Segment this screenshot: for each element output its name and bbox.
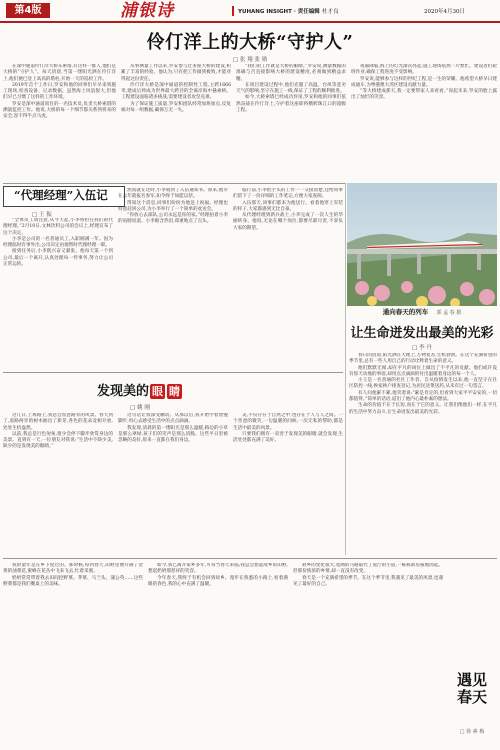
paragraph: 罗安是深中通道项目的一名技术员,负责大桥索塔的测量监控工作。他说,大桥的每一个细节都关系到将来的安全,容不得半点马虎。 bbox=[3, 101, 116, 120]
paragraph: “全体员工请注意,从今天起,小李将担任我们的代理经理。”2月10日,文林饮料公司的会议上,经理宣布了这个决定。 bbox=[3, 218, 113, 236]
article2-column-1 bbox=[3, 218, 113, 368]
article5-column-3 bbox=[293, 563, 443, 745]
paragraph: 然而就在这时,小李收到了入伍通知书。原来,他早在去年就报名参军,如今终于如愿以偿。 bbox=[118, 188, 228, 200]
paragraph: 美,不仅存在于自然之中,也存在于人与人之间。一个善意的微笑,一句温暖的问候,一次无私的帮助,都是生活中最美的风景。 bbox=[233, 413, 343, 431]
paragraph: 从代理经理到新兵战士,小李完成了一次人生的华丽转身。他说,无论在哪个岗位,都要尽职尽责,不辜负大家的期望。 bbox=[233, 213, 343, 231]
article1-title: 伶仃洋上的大桥“守护人” bbox=[146, 32, 354, 53]
paragraph: 为了保证施工质量,罗安和团队经常加班加点,反复核对每一组数据,确保万无一失。 bbox=[121, 101, 231, 114]
photo-credit: 郭 孟 春 摄 bbox=[436, 310, 462, 316]
article1-column-4 bbox=[351, 64, 497, 182]
paragraph: 这几日,上班路上,我总会留意路旁的风景。春天到了,道路两旁的树木抽出了新芽,各色的花朵竞相开放,处处生机盎然。 bbox=[3, 413, 113, 431]
paragraph: 我发现,清晨的第一缕阳光是那么温暖,路边的小草是那么翠绿,孩子们的笑声是那么清脆。这些平日里被忽略的美好,原来一直都在我们身边。 bbox=[118, 425, 228, 444]
article1-column-2 bbox=[121, 64, 231, 182]
section-divider bbox=[3, 372, 343, 373]
spring-byline: □ 徐 素 梅 bbox=[459, 729, 485, 735]
paragraph: 入伍那天,同事们都来为他送行。看着他穿上军装的样子,大家都感到无比自豪。 bbox=[233, 200, 343, 212]
article2-column-3 bbox=[233, 188, 343, 368]
article1-column-3 bbox=[236, 64, 346, 182]
section-divider bbox=[3, 183, 345, 184]
paragraph: 我的童年是在乡下度过的。那时候,每到春天,田野里便开满了金黄的油菜花,蜜蜂在花丛中飞来飞去,忙着采蜜。 bbox=[3, 563, 143, 575]
paragraph: 接到任务后,小李既兴奋又紧张。他每天第一个到公司,最后一个离开,认真处理每一件事务,努力让公司正常运转。 bbox=[3, 249, 113, 268]
article5-column-1 bbox=[3, 563, 143, 745]
photo-caption-text: 通向春天的列车 bbox=[382, 308, 429, 316]
train-illustration-icon bbox=[347, 183, 497, 306]
paragraph: 有人问他累不累,他笑着说:“累是肯定的,但看到大家平平安安的,一切都值得。”简单的话语,道出了他内心最朴素的想法。 bbox=[349, 390, 497, 403]
article4-byline: □ 姚 刚 bbox=[130, 405, 150, 411]
page-number-badge: 第4版 bbox=[6, 3, 50, 18]
paragraph: 故乡的变化很大,宽阔的马路取代了泥泞的小道,一栋栋新房拔地而起。但那份浓浓的乡情,却一直没有改变。 bbox=[293, 563, 443, 575]
eye-char-badge: 眼 bbox=[152, 385, 163, 398]
paragraph: 只要我们拥有一双善于发现美的眼睛,就会发现,生活处处都充满了美好。 bbox=[233, 431, 343, 444]
paragraph: 临行前,小李把手头的工作一一交接清楚,还给同事们留下了一份详细的工作笔记,方便大家查阅。 bbox=[233, 188, 343, 200]
paragraph: 如今,我已离开家乡多年,可每当春天来临,我总会想起故乡的田野,想起奶奶那慈祥的笑容。 bbox=[148, 563, 288, 575]
paragraph: “等大桥建成那天,我一定要带家人来看看。”说起未来,罗安的脸上露出了灿烂的笑容。 bbox=[351, 89, 497, 101]
paragraph: 如今,大桥索塔已经成功封顶,罗安和他的同事们依然奋战在伶仃洋上,守护着这座即将横跨珠江口的超级工程。 bbox=[236, 95, 346, 114]
paragraph: 在项目建设过程中,他们克服了高温、台风等恶劣天气的影响,坚守在施工一线,保证了工程的顺利推进。 bbox=[236, 82, 346, 95]
paragraph: “你放心去部队,公司永远是你的家。”经理拍着小李的肩膀说道。小李眼含热泪,郑重地点了点头。 bbox=[118, 213, 228, 225]
article1-byline: □ 张 翔 张 勋 bbox=[232, 57, 268, 63]
photo-train bbox=[347, 183, 497, 306]
paragraph: “我们的工作就是大桥的眼睛。”罗安说,测量数据的准确与否直接影响大桥的建设精度,必须做到精益求精。 bbox=[236, 64, 346, 82]
spring-title: 遇见春天 bbox=[456, 671, 487, 706]
issue-date: 2020年4月30日 bbox=[424, 9, 465, 15]
article4-column-1 bbox=[3, 413, 113, 553]
paragraph: 在深中通道伶仃洋大桥东索塔,有这样一群人,他们是大桥的“守护人”。每天清晨,当第一缕阳光洒在伶仃洋上,他们便已登上高高的塔柱,开始一天的巡检工作。 bbox=[3, 64, 116, 82]
section-divider bbox=[3, 558, 497, 559]
paragraph: 春日的清晨,阳光洒在大地上,万物复苏,生机勃勃。在这个充满希望的季节里,总有一些人用自己的行动诠释着生命的意义。 bbox=[349, 353, 497, 365]
paragraph: 伶仃洋大桥是深中通道的控制性工程,主跨1666米,建成后将成为世界最大跨径的全离岸海中悬索桥。工程建设面临诸多挑战,需要建设者攻坚克难。 bbox=[121, 82, 231, 101]
column-divider bbox=[345, 183, 346, 555]
eye-char-badge: 睛 bbox=[169, 385, 180, 398]
article4-column-2 bbox=[118, 413, 228, 553]
article4-column-3 bbox=[233, 413, 343, 553]
paragraph: 春天是一个充满希望的季节。在这个季节里,我遇见了最美的风景,也遇见了最好的自己。 bbox=[293, 575, 443, 587]
page-header bbox=[0, 0, 500, 22]
article3-title: 让生命迸发出最美的光彩 bbox=[350, 326, 494, 341]
paragraph: 罗安说,能够参与这样的世纪工程,是一生的荣耀。他希望大桥早日建成通车,为粤港澳大湾区建设贡献力量。 bbox=[351, 76, 497, 88]
paragraph: 得知这个消息,同事们纷纷为他送上祝福。经理也特意赶回公司,为小李举行了一个简单的欢送会。 bbox=[118, 200, 228, 212]
photo-caption bbox=[347, 307, 497, 320]
article5-column-2 bbox=[148, 563, 288, 745]
column-name: YUHANG INSIGHT · 责任编辑 bbox=[238, 9, 320, 15]
article1-column-1 bbox=[3, 64, 116, 182]
article2-byline: □ 王 振 bbox=[32, 212, 52, 218]
paragraph: 从事测量工作以来,罗安参与过多座大桥的建设,积累了丰富的经验。他认为,只有把工作做到极致,才能对得起这份责任。 bbox=[121, 64, 231, 82]
masthead-logo: 浦银诗 bbox=[120, 1, 174, 21]
paragraph: 以前,我总是行色匆匆,很少会停下脚步欣赏身边的美景。直到有一天,一位朋友对我说:“生活中不缺少美,缺少的是发现美的眼睛。” bbox=[3, 431, 113, 450]
masthead-divider bbox=[232, 6, 234, 16]
article4-title bbox=[20, 380, 260, 399]
paragraph: 他们默默无闻,却在平凡的岗位上做出了不平凡的贡献。他们或许没有惊天动地的事迹,却用点点滴滴的付出温暖着身边的每一个人。 bbox=[349, 365, 497, 377]
paragraph: 夜幕降临,海上的灯光渐次亮起,施工现场依然一片繁忙。建设者们轮班作业,确保工程进度不受影响。 bbox=[351, 64, 497, 76]
paragraph: 2019年首个工作日,罗安和他的同事们早早来到施工现场,检查设备、记录数据。虽然海上风浪很大,但他们早已习惯了这样的工作环境。 bbox=[3, 82, 116, 101]
spring-title-block bbox=[452, 672, 492, 740]
paragraph: 小王是一名普通的社区工作者。自从疫情发生以来,他一直坚守在社区防控一线,挨家挨户排查登记,为居民送菜送药,从未有过一句怨言。 bbox=[349, 378, 497, 390]
paragraph: 今年春天,我终于有机会回到故乡。漫步在熟悉的小路上,看着满眼的春色,我的心中充满了温暖。 bbox=[148, 575, 288, 587]
header-rule bbox=[0, 21, 500, 23]
paragraph: 小李是公司的一名普通员工,入职刚满一年。因为经理临时有事外出,公司决定由他暂时代理经理一职。 bbox=[3, 236, 113, 249]
article3-byline: □ 李 丹 bbox=[412, 345, 432, 351]
article4-title-text: 发现美的 bbox=[96, 384, 149, 399]
paragraph: 生命的价值不在于长短,而在于它的意义。让我们像他们一样,在平凡的生活中努力奋斗,让生命迸发出最美的光彩。 bbox=[349, 403, 497, 415]
article2-column-2 bbox=[118, 188, 228, 368]
paragraph: 奶奶常常带着我去田间挖野菜。荠菜、马兰头、蒲公英……这些野菜都是我们餐桌上的美味。 bbox=[3, 575, 143, 587]
article3-body bbox=[349, 353, 497, 553]
editor-name: 杜才良 bbox=[322, 9, 339, 15]
article2-title: “代理经理”入伍记 bbox=[14, 188, 108, 202]
paragraph: 这句话让我深受触动。从那以后,我开始学着放慢脚步,用心去感受生活中的点点滴滴。 bbox=[118, 413, 228, 425]
